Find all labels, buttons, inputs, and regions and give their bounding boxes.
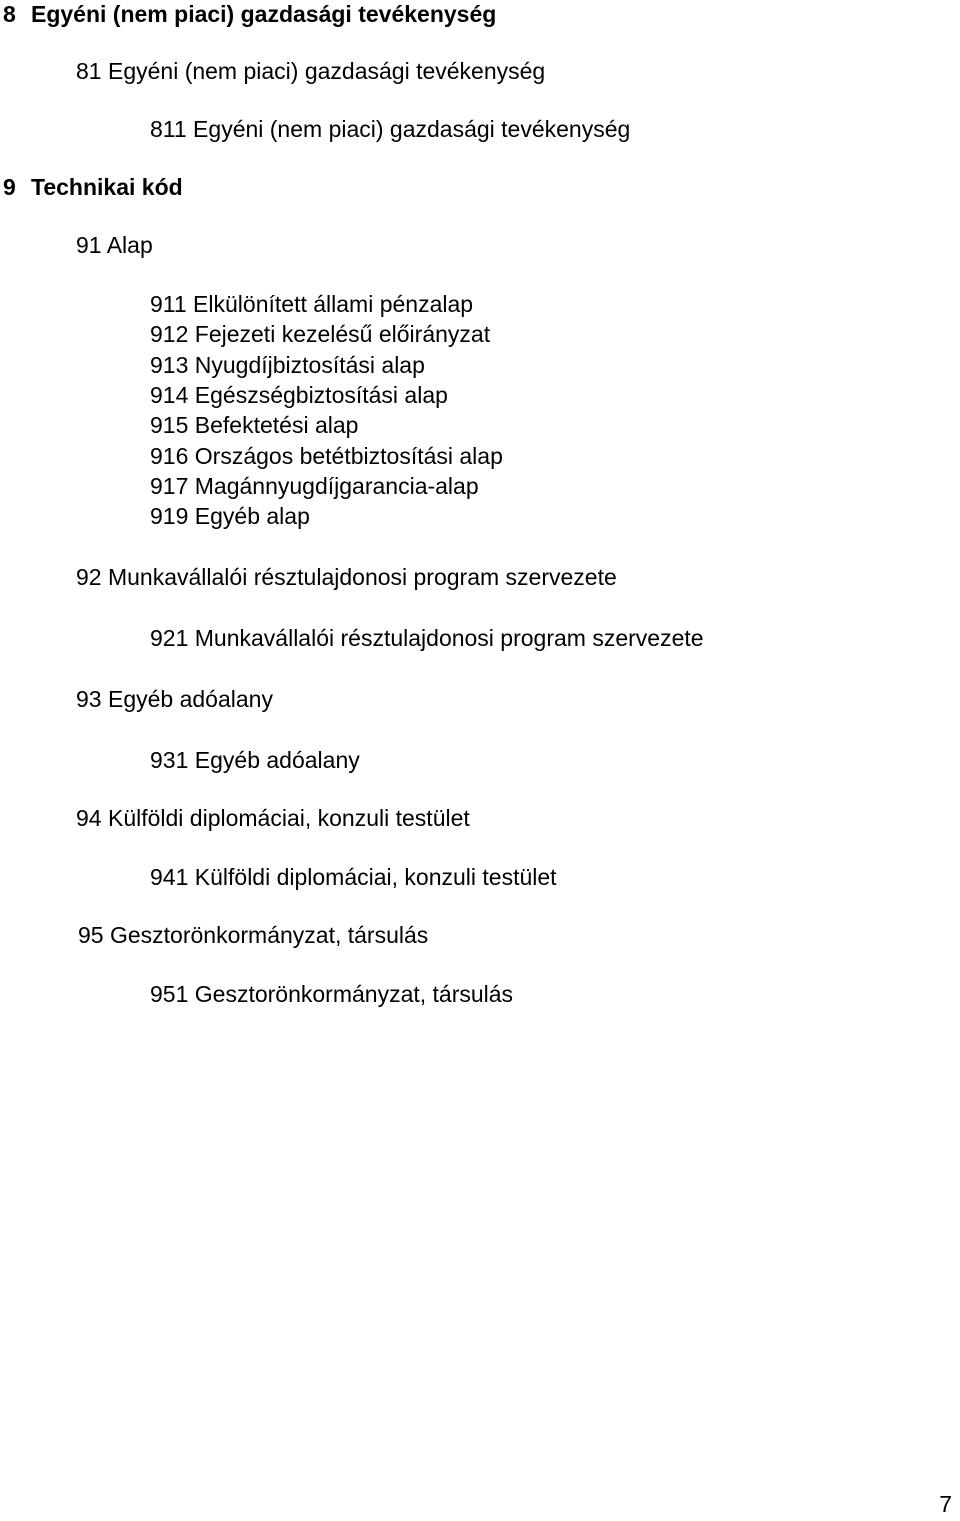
subsection-94: 94 Külföldi diplomáciai, konzuli testület <box>76 805 470 831</box>
subsection-92: 92 Munkavállalói résztulajdonosi program szervezete <box>76 564 617 590</box>
item-912: 912 Fejezeti kezelésű előirányzat <box>150 321 491 347</box>
page-number: 7 <box>939 1491 952 1517</box>
subsection-81: 81 Egyéni (nem piaci) gazdasági tevékenység <box>76 58 546 84</box>
subsection-95: 95 Gesztorönkormányzat, társulás <box>78 922 429 948</box>
section-title: Technikai kód <box>31 174 183 200</box>
item-919: 919 Egyéb alap <box>150 503 310 529</box>
subsection-93: 93 Egyéb adóalany <box>76 686 273 712</box>
item-917: 917 Magánnyugdíjgarancia-alap <box>150 473 479 499</box>
item-914: 914 Egészségbiztosítási alap <box>150 382 448 408</box>
item-951: 951 Gesztorönkormányzat, társulás <box>150 981 514 1007</box>
item-915: 915 Befektetési alap <box>150 412 359 438</box>
item-811: 811 Egyéni (nem piaci) gazdasági tevékenység <box>150 116 631 142</box>
item-916: 916 Országos betétbiztosítási alap <box>150 443 503 469</box>
item-931: 931 Egyéb adóalany <box>150 747 360 773</box>
item-911: 911 Elkülönített állami pénzalap <box>150 291 474 317</box>
heading-section-9 <box>3 173 183 201</box>
section-code: 9 <box>3 174 16 200</box>
section-title: Egyéni (nem piaci) gazdasági tevékenység <box>31 1 497 27</box>
item-913: 913 Nyugdíjbiztosítási alap <box>150 352 425 378</box>
section-code: 8 <box>3 1 16 27</box>
subsection-91: 91 Alap <box>76 232 153 258</box>
item-921: 921 Munkavállalói résztulajdonosi program szervezete <box>150 625 704 651</box>
item-941: 941 Külföldi diplomáciai, konzuli testület <box>150 864 557 890</box>
heading-section-8 <box>3 0 496 28</box>
